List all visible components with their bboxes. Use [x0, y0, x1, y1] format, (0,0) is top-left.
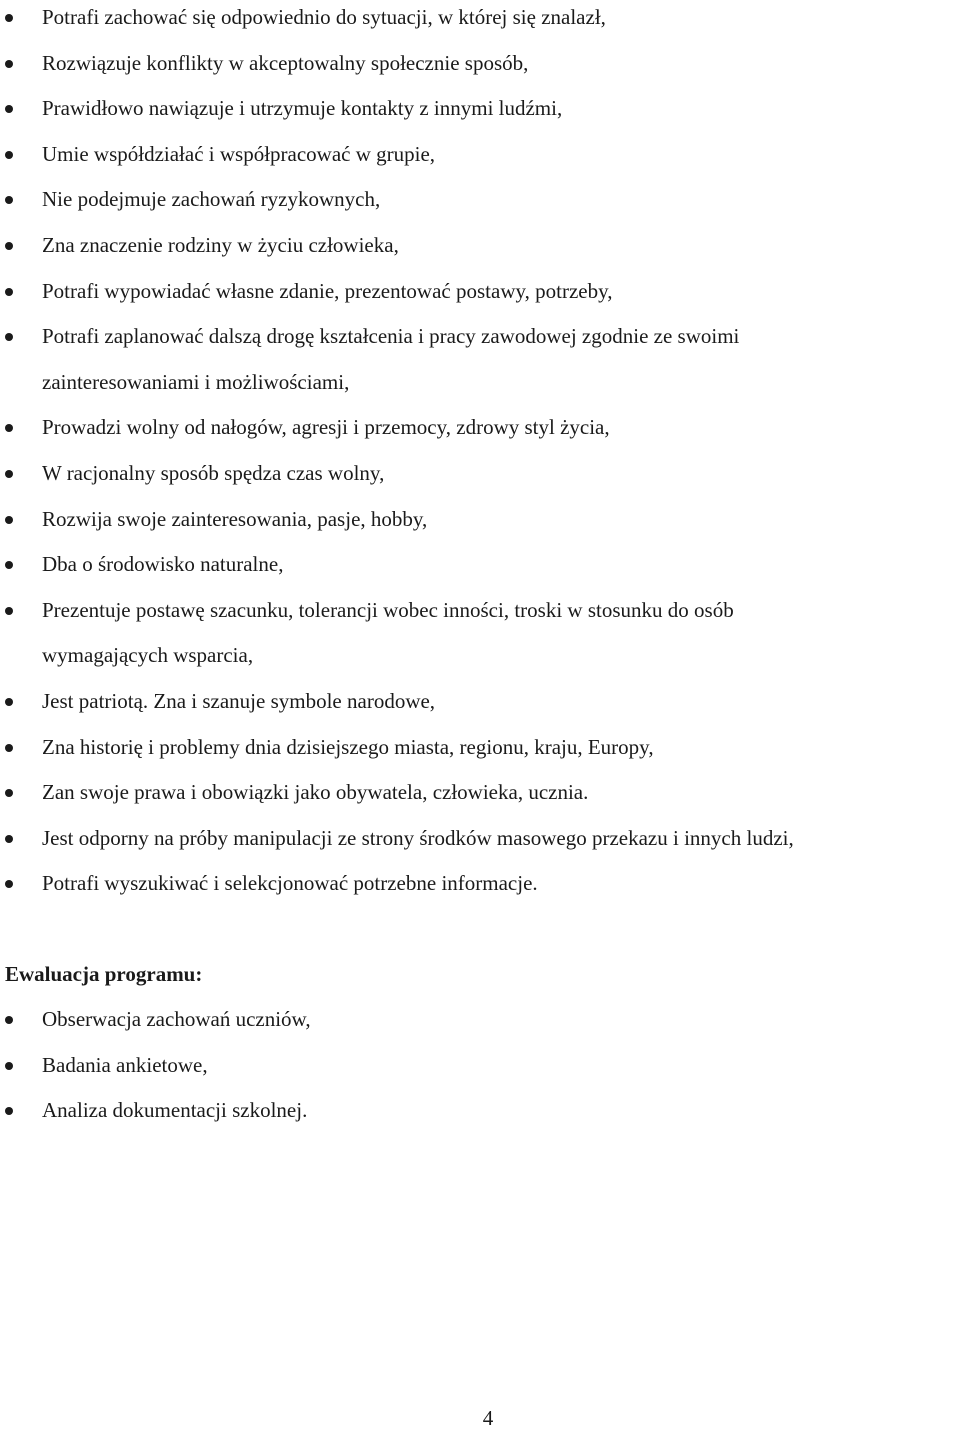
evaluation-heading: Ewaluacja programu: — [5, 962, 203, 986]
list-item-line: Umie współdziałać i współpracować w grupie, — [42, 141, 436, 166]
bullet-icon — [5, 196, 13, 204]
list-item — [0, 997, 311, 1043]
page-number: 4 — [482, 1406, 494, 1430]
bullet-icon — [5, 14, 13, 22]
list-item-text — [42, 542, 283, 588]
list-item-text — [42, 725, 654, 771]
bullet-icon — [5, 60, 13, 68]
bullet-icon — [5, 1016, 13, 1024]
list-item — [0, 725, 794, 771]
evaluation-bullet-list — [0, 997, 311, 1134]
list-item — [0, 588, 794, 679]
bullet-icon — [5, 561, 13, 569]
list-item-line: wymagających wsparcia, — [42, 643, 254, 668]
bullet-icon — [5, 698, 13, 706]
bullet-icon — [5, 424, 13, 432]
list-item — [0, 816, 794, 862]
list-item-line: Zan swoje prawa i obowiązki jako obywatela, człowieka, ucznia. — [42, 780, 589, 805]
list-item-text — [42, 1043, 208, 1089]
list-item-line: Dba o środowisko naturalne, — [42, 552, 284, 577]
bullet-icon — [5, 242, 13, 250]
list-item-text — [42, 588, 734, 679]
list-item-line: W racjonalny sposób spędza czas wolny, — [42, 460, 385, 485]
list-item-line: Potrafi wyszukiwać i selekcjonować potrzebne informacje. — [42, 871, 538, 896]
bullet-icon — [5, 516, 13, 524]
list-item — [0, 679, 794, 725]
list-item-text — [42, 1088, 307, 1134]
list-item — [0, 132, 794, 178]
list-item-text — [42, 451, 384, 497]
list-item-line: Potrafi wypowiadać własne zdanie, prezentować postawy, potrzeby, — [42, 278, 613, 303]
list-item-line: zainteresowaniami i możliwościami, — [42, 369, 350, 394]
list-item-text — [42, 223, 399, 269]
list-item-text — [42, 997, 311, 1043]
bullet-icon — [5, 288, 13, 296]
bullet-icon — [5, 105, 13, 113]
list-item-line: Potrafi zachować się odpowiednio do sytuacji, w której się znalazł, — [42, 5, 606, 29]
list-item-line: Badania ankietowe, — [42, 1052, 208, 1077]
list-item-text — [42, 770, 588, 816]
list-item-text — [42, 41, 528, 87]
bullet-icon — [5, 470, 13, 478]
list-item — [0, 497, 794, 543]
list-item-line: Prezentuje postawę szacunku, tolerancji wobec inności, troski w stosunku do osób — [42, 597, 734, 622]
list-item — [0, 86, 794, 132]
list-item-text — [42, 0, 606, 41]
bullet-icon — [5, 333, 13, 341]
list-item-text — [42, 405, 610, 451]
list-item — [0, 861, 794, 907]
list-item-line: Zna znaczenie rodziny w życiu człowieka, — [42, 232, 399, 257]
list-item-text — [42, 177, 380, 223]
list-item — [0, 770, 794, 816]
bullet-icon — [5, 880, 13, 888]
bullet-icon — [5, 1062, 13, 1070]
list-item-text — [42, 816, 794, 862]
list-item-text — [42, 86, 562, 132]
list-item — [0, 41, 794, 87]
list-item — [0, 405, 794, 451]
bullet-icon — [5, 789, 13, 797]
list-item-text — [42, 132, 435, 178]
list-item — [0, 1088, 311, 1134]
list-item-line: Prowadzi wolny od nałogów, agresji i przemocy, zdrowy styl życia, — [42, 415, 610, 440]
bullet-icon — [5, 1107, 13, 1115]
list-item-line: Analiza dokumentacji szkolnej. — [42, 1098, 308, 1123]
bullet-icon — [5, 151, 13, 159]
list-item-text — [42, 269, 612, 315]
list-item — [0, 542, 794, 588]
bullet-icon — [5, 835, 13, 843]
list-item — [0, 223, 794, 269]
list-item-line: Nie podejmuje zachowań ryzykownych, — [42, 187, 381, 212]
bullet-icon — [5, 607, 13, 615]
list-item-line: Potrafi zaplanować dalszą drogę kształcenia i pracy zawodowej zgodnie ze swoimi — [42, 324, 740, 349]
list-item — [0, 451, 794, 497]
list-item-line: Jest odporny na próby manipulacji ze strony środków masowego przekazu i innych ludzi, — [42, 825, 794, 850]
list-item — [0, 177, 794, 223]
list-item-line: Jest patriotą. Zna i szanuje symbole narodowe, — [42, 688, 436, 713]
list-item-line: Obserwacja zachowań uczniów, — [42, 1007, 311, 1031]
list-item-line: Rozwija swoje zainteresowania, pasje, hobby, — [42, 506, 428, 531]
list-item — [0, 314, 794, 405]
list-item — [0, 269, 794, 315]
list-item-line: Rozwiązuje konflikty w akceptowalny społecznie sposób, — [42, 50, 529, 75]
list-item-text — [42, 679, 435, 725]
list-item — [0, 1043, 311, 1089]
list-item-text — [42, 861, 538, 907]
list-item — [0, 0, 794, 41]
list-item-text — [42, 314, 739, 405]
list-item-line: Prawidłowo nawiązuje i utrzymuje kontakty z innymi ludźmi, — [42, 96, 563, 121]
list-item-line: Zna historię i problemy dnia dzisiejszego miasta, regionu, kraju, Europy, — [42, 734, 654, 759]
bullet-icon — [5, 744, 13, 752]
list-item-text — [42, 497, 427, 543]
